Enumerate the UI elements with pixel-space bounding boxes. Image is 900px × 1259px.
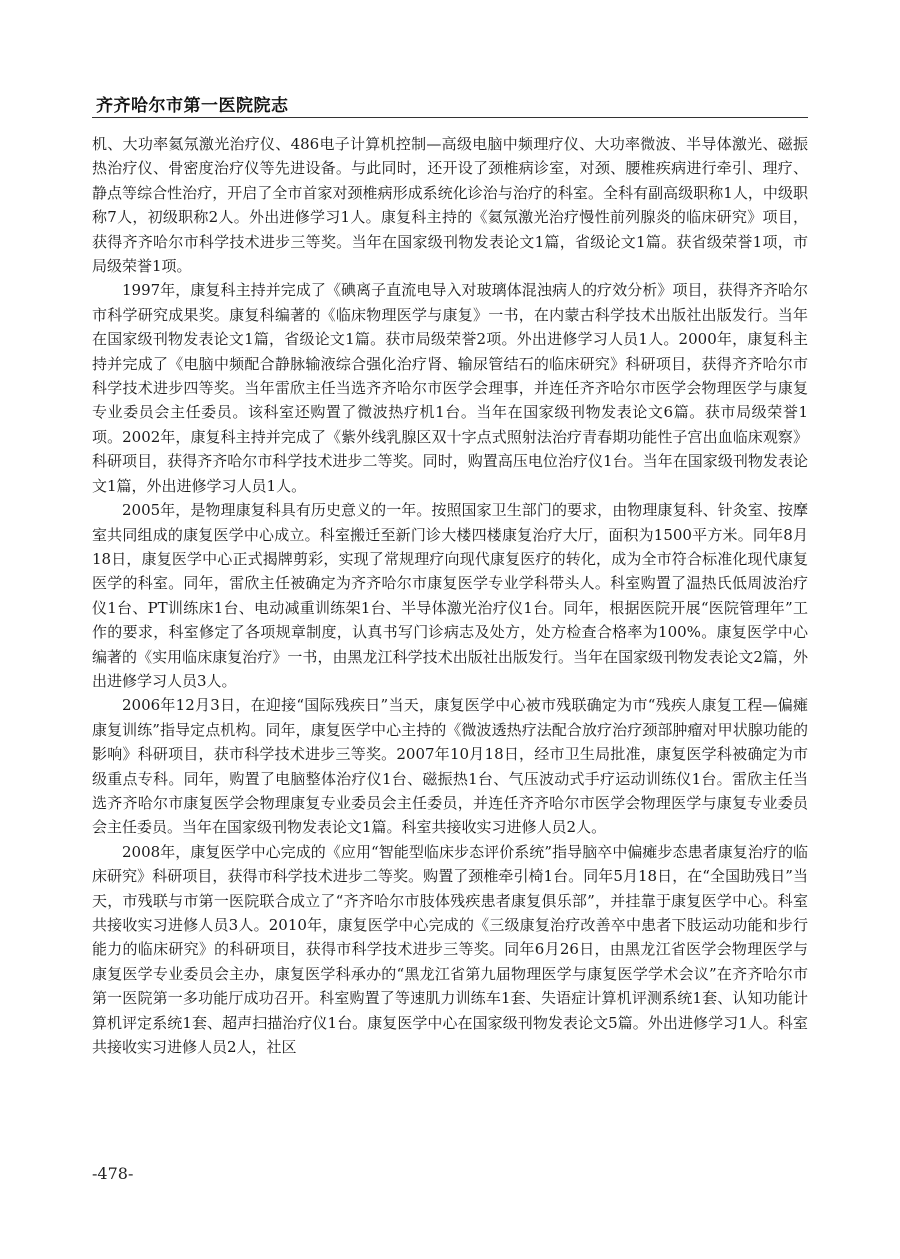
paragraph-1997: 1997年，康复科主持并完成了《碘离子直流电导入对玻璃体混浊病人的疗效分析》项目，获得齐齐哈尔市科学研究成果奖。康复科编著的《临床物理医学与康复》一书，在内蒙古科学技术出版社出版发行。当年在国家级刊物发表论文1篇，省级论文1篇。获市局级荣誉2项。外出进修学习人员1人。2000年，康复科主持并完成了《电脑中频配合静脉输液综合强化治疗肾、输尿管结石的临床研究》科研项目，获得齐齐哈尔市科学技术进步四等奖。当年雷欣主任当选齐齐哈尔市医学会理事，并连任齐齐哈尔市医学会物理医学与康复专业委员会主任委员。该科室还购置了微波热疗机1台。当年在国家级刊物发表论文6篇。获市局级荣誉1项。2002年，康复科主持并完成了《紫外线乳腺区双十字点式照射法治疗青春期功能性子宫出血临床观察》科研项目，获得齐齐哈尔市科学技术进步二等奖。同时，购置高压电位治疗仪1台。当年在国家级刊物发表论文1篇，外出进修学习人员1人。 <box>92 281 808 495</box>
header-title: 齐齐哈尔市第一医院院志 <box>96 96 289 116</box>
header-divider <box>92 117 808 118</box>
body-text <box>92 132 808 1059</box>
page-number: -478- <box>92 1164 134 1183</box>
running-header <box>92 88 808 118</box>
paragraph-2008: 2008年，康复医学中心完成的《应用“智能型临床步态评价系统”指导脑卒中偏瘫步态患者康复治疗的临床研究》科研项目，获得市科学技术进步二等奖。购置了颈椎牵引椅1台。同年5月18日，在“全国助残日”当天，市残联与市第一医院联合成立了“齐齐哈尔市肢体残疾患者康复俱乐部”，并挂靠于康复医学中心。科室共接收实习进修人员3人。2010年，康复医学中心完成的《三级康复治疗改善卒中患者下肢运动功能和步行能力的临床研究》的科研项目，获得市科学技术进步三等奖。同年6月26日，由黑龙江省医学会物理医学与康复医学专业委员会主办，康复医学科承办的“黑龙江省第九届物理医学与康复医学学术会议”在齐齐哈尔市第一医院第一多功能厅成功召开。科室购置了等速肌力训练车1套、失语症计算机评测系统1套、认知功能计算机评定系统1套、超声扫描治疗仪1台。康复医学中心在国家级刊物发表论文5篇。外出进修学习1人。科室共接收实习进修人员2人，社区 <box>92 842 808 1057</box>
paragraph-continued: 机、大功率氦氖激光治疗仪、486电子计算机控制—高级电脑中频理疗仪、大功率微波、半导体激光、磁振热治疗仪、骨密度治疗仪等先进设备。与此同时，还开设了颈椎病诊室，对颈、腰椎疾病进行牵引、理疗、静点等综合性治疗，开启了全市首家对颈椎病形成系统化诊治与治疗的科室。全科有副高级职称1人，中级职称7人，初级职称2人。外出进修学习1人。康复科主持的《氦氖激光治疗慢性前列腺炎的临床研究》项目，获得齐齐哈尔市科学技术进步三等奖。当年在国家级刊物发表论文1篇，省级论文1篇。获省级荣誉1项，市局级荣誉1项。 <box>92 135 808 276</box>
paragraph-2005: 2005年，是物理康复科具有历史意义的一年。按照国家卫生部门的要求，由物理康复科、针灸室、按摩室共同组成的康复医学中心成立。科室搬迁至新门诊大楼四楼康复治疗大厅，面积为1500平方米。同年8月18日，康复医学中心正式揭牌剪彩，实现了常规理疗向现代康复医疗的转化，成为全市符合标准化现代康复医学的科室。同年，雷欣主任被确定为齐齐哈尔市康复医学专业学科带头人。科室购置了温热氏低周波治疗仪1台、PT训练床1台、电动减重训练架1台、半导体激光治疗仪1台。同年，根据医院开展“医院管理年”工作的要求，科室修定了各项规章制度，认真书写门诊病志及处方，处方检查合格率为100%。康复医学中心编著的《实用临床康复治疗》一书，由黑龙江科学技术出版社出版发行。当年在国家级刊物发表论文2篇，外出进修学习人员3人。 <box>92 501 808 690</box>
paragraph-2006: 2006年12月3日，在迎接“国际残疾日”当天，康复医学中心被市残联确定为市“残疾人康复工程—偏瘫康复训练”指导定点机构。同年，康复医学中心主持的《微波透热疗法配合放疗治疗颈部肿瘤对甲状腺功能的影响》科研项目，获市科学技术进步三等奖。2007年10月18日，经市卫生局批准，康复医学科被确定为市级重点专科。同年，购置了电脑整体治疗仪1台、磁振热1台、气压波动式手疗运动训练仪1台。雷欣主任当选齐齐哈尔市康复医学会物理康复专业委员会主任委员，并连任齐齐哈尔市医学会物理医学与康复专业委员会主任委员。当年在国家级刊物发表论文1篇。科室共接收实习进修人员2人。 <box>92 696 808 837</box>
